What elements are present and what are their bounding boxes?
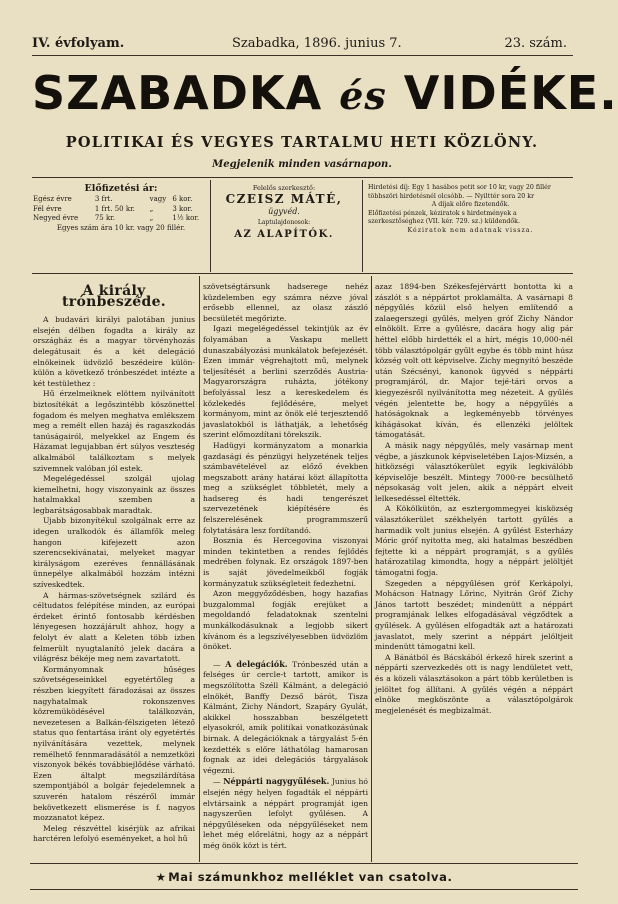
article-paragraph: azaz 1894-ben Székesfejérvártt bontotta ki a zászlót s a néppártot proklamálta. A vasárnapi 8 népgyűlés közül első helyen említendő a zalaegerszegi gyűlés, melyen gróf Zichy Nándor elnökölt. Erre a gyűlésre, dacára hogy alig pár héttel előbb hirdették el a hírt, mégis 10,000-nél több választópolgár gyűlt egybe és több mint húsz község volt ott képviselve. Zichy megnyitó beszéde után Szécsényi, kanonok ügyvéd s néppárti programjáról, dr. Major tejé-tári orvos a kiegyezésről nyilvánította meg nézeteit. A gyűlés végén jelentette be, hogy a népgyűlés a hatóságoknak a legkeményebb törvényes kihágásokat kíván, és ellenzéki jelöltek támogatását. xyxy=(375,282,573,440)
article-paragraph: Azon meggyőződésben, hogy hazafias buzgalommal fogják erejüket a megoldandó feladatoknak szentelni munkálkodásuknak a legjobb sikert kívánom és a legszívélyesebben üdvözlöm önöket. xyxy=(203,589,368,652)
issue-info-line xyxy=(32,36,567,54)
title-end: VIDÉKE. xyxy=(403,66,618,120)
news-item-title: Néppárti nagygyűlések. xyxy=(223,776,330,787)
issue-date: Szabadka, 1896. junius 7. xyxy=(232,36,402,51)
single-issue-price: Egyes szám ára 10 kr. vagy 20 fillér. xyxy=(56,224,186,233)
article-paragraph: Ujabb bizonyítékul szolgálnak erre az idegen uralkodók és államfők meleg hangon kifejezett azon szerencsekivánatai, melyeket magyar királyságom ezeréves fennállásának ünnepélye alkalmából hozzám intézni szíveskedtek. xyxy=(33,516,195,590)
news-item-title: A delegációk. xyxy=(225,658,288,669)
subscription-row xyxy=(33,214,209,223)
price-alt-cell: 3 kor. xyxy=(172,204,193,213)
article-column-3 xyxy=(375,282,573,860)
article-paragraph: Igazi megelégedéssel tekintjük az év folyamában a Vaskapu mellett dunaszabályozási munkálatok befejezését. Ezen immár végrehajtott mű, melynek teljesítését a berlini szerződés Austria-Magyarországra ruházta, jótékony befolyással lesz a kereskedelem és közlekedés fejlődésére, melyet kormányom, mint az önök elé terjesztendő javaslatokból is láthatják, a lehetőség szerint előmozdítani törekszik. xyxy=(203,324,368,440)
article-column-2 xyxy=(203,282,368,860)
or-cell: vagy xyxy=(149,195,167,204)
top-rule xyxy=(32,55,573,56)
header-box-divider xyxy=(362,180,363,272)
header-box-divider xyxy=(210,180,211,272)
footer-rule-top xyxy=(30,863,578,864)
ad-rate-line: A díjak előre fizetendők. xyxy=(431,201,510,209)
period-cell: Egész évre xyxy=(33,195,72,204)
publication-frequency: Megjelenik minden vasárnapon. xyxy=(212,159,392,170)
subscription-row xyxy=(33,195,209,204)
news-item: — A delegációk. Trónbeszéd után a felséges úr cercle-t tartott, amikor is megszólította Széll Kálmánt, a delegáció elnökét, Banffy Dezső bárót, Tisza Kálmánt, Zichy Nándort, Szapáry Gyulát, akikkel hosszabban beszélgetett elyasokról, amik politikai vonatkozásúnak birnak. A delegációknak a tárgyalást 5-én kezdették s előre láthatólag hamarosan fognak az idei delegációs tárgyalások végezni. xyxy=(203,658,369,775)
advertising-box xyxy=(368,184,573,268)
editor-label: Felelős szerkesztő: xyxy=(252,184,316,192)
article-paragraph: Szegeden a népgyűlésen gróf Kerkápolyi, Mohácson Hatnagy Lőrinc, Nyitrán Gróf Zichy János tartott beszédet; mindenütt a néppárt programjának lelkes elfogadásával végződtek a gyűlések. A gyűlésen elfogadták azt a határozati javaslatot, mely szerint a néppárt jelöltjeit mindenütt támogatni kell. xyxy=(375,578,573,652)
or-cell: „ xyxy=(149,213,154,222)
subscription-box xyxy=(33,184,209,242)
article-paragraph: Bosznia és Hercegovina viszonyai minden tekintetben a rendes fejlődés medrében folynak. Ez országok 1897-ben is saját jövedelmeikből fogják kormányzatuk szükségleteit fedezhetni. xyxy=(203,536,368,588)
article-paragraph: A Kökölkütön, az esztergommegyei kisközség választókerület székhelyén tartott gyűlés a harmadik volt junius elsején. A gyűlést Esterházy Móric gróf nyitotta meg, aki hatalmas beszédben fejtette ki a néppárt programját, s a gyűlés határozatilag kimondta, hogy a néppárt jelöltjét támogatni fogja. xyxy=(375,504,573,578)
news-item-text: Trónbeszéd után a felséges úr cercle-t tartott, amikor is megszólította Széll Kálmánt, a delegáció elnökét, Banffy Dezső bárót, Tisza Kálmánt, Zichy Nándort, Szapáry Gyulát, akikkel hosszabban beszélgetett elyasokról, amik politikai vonatkozásúnak birnak. A delegációknak a tárgyalást 5-én kezdették s előre láthatólag hamarosan fognak az idei delegációs tárgyalások végezni. xyxy=(203,659,369,775)
article-paragraph: Kormányomnak hűséges szövetségeseinkkel egyetértőleg a részben kiegyített fáradozásai az összes nagyhatalmak rokonszenves közremüködésével találkozván, nevezetesen a Balkán-félszigeten létező status quo fentartása iránt oly egyetértés nyilvánítására vezettek, melynek remélhető fennmaradásától a nemzetközi viszonyok békés továbbiejlődése várható. Ezen általpt megszilárdítása szempontjából a bolgár fejedelemnek a szuverén hatalom részéről immár bekövetkezett elismerése is f. nagyos mozzanatot képez. xyxy=(33,664,195,823)
subscription-table xyxy=(33,195,209,223)
article-paragraph: Megelégedéssel szolgál ujolag kiemelhetni, hogy viszonyaink az összes hatalmakkal szemben a legbarátságosabbak maradtak. xyxy=(33,474,195,515)
ad-rate-line: Kéziratok nem adatnak vissza. xyxy=(407,226,534,234)
period-cell: Negyed évre xyxy=(33,213,79,222)
price-cell: 1 frt. 50 kr. xyxy=(94,204,135,213)
article-paragraph: A Bánátból és Bácskából érkező hírek szerint a néppárti szervezkedés ott is nagy lendületet vett, és a közeli választásokon a párt több kerületben is jelöltet fog állítani. A gyűlés végén a néppárt elnöke megköszönte a választópolgárok megjelenését és megbizalmát. xyxy=(375,652,573,715)
editor-box xyxy=(215,184,353,268)
price-cell: 3 frt. xyxy=(94,195,113,204)
ad-rate-line: Előfizetési pénzek, kéziratok s hirdetmények a szerkesztőséghez (VII. kér. 729. sz.) küldendők. xyxy=(368,209,521,226)
column-divider xyxy=(371,276,372,862)
issue-number: 23. szám. xyxy=(504,36,567,51)
editor-profession: ügyvéd. xyxy=(268,206,300,216)
article-paragraph: A hármas-szövetségnek szilárd és céltudatos felépítése minden, az európai érdeket érintő fontosabb kérdésben lényegesen hozzájárult ahhoz, hogy a felolyt év alatt a Keleten több izben felmerült nyugtalanító jelek dacára a világrész békéje meg nem zavartatott. xyxy=(33,590,195,664)
title-main: SZABADKA xyxy=(32,66,323,120)
header-bottom-rule xyxy=(32,273,573,274)
masthead-rule xyxy=(32,177,573,178)
article-paragraph: Hadügyi kormányzatom a monarkia gazdasági és pénzügyi helyzetének teljes számbavételével az előző években megszabott arány határai közt állapította meg a szükséglet többletét, mely a hadsereg és hadi tengerészet szervezetének kiépítésére és felszerelésének programmszerű folytatására lesz fordítandó. xyxy=(203,440,368,535)
subscription-row xyxy=(33,205,209,214)
column-divider xyxy=(199,276,200,862)
owners-label: Laptulajdonosok: xyxy=(257,218,311,226)
masthead-title xyxy=(32,58,618,128)
article-paragraph: Hű érzelmeiknek elöttem nyilvánított biztosítékát a legőszintébb köszönettel fogadom és melyen meghatva emlékszem meg a remélt ellen hazáj és ragaszkodás tanúságairól, melyekkel az Engem és Házamat legujabban ért súlyos veszteség alkalmából találkoztam s melyek szivemnek valóban jól estek. xyxy=(33,389,195,473)
star-icon: ★ xyxy=(155,870,167,884)
article-paragraph: A másik nagy népgyűlés, mely vasárnap ment végbe, a jászkunok képviseletében Lajos-Mizsén, a hitközségi választókerület egyik legkiválóbb képviselője beszélt. Mintegy 7000-re becsülhető népsokaság volt jelen, akik a néppárt elveit lelkesedéssel éltették. xyxy=(375,440,573,503)
period-cell: Fél évre xyxy=(33,204,62,213)
ad-rate-line: többszöri hirdetésnél olcsóbb. — Nyilttér sora 20 kr xyxy=(368,192,535,200)
owners-name: AZ ALAPÍTÓK. xyxy=(234,229,334,241)
editor-name: CZEISZ MÁTÉ, xyxy=(225,192,343,207)
supplement-text: Mai számunkhoz melléklet van csatolva. xyxy=(168,870,453,884)
footer-rule-bottom xyxy=(30,889,578,890)
article-column-1 xyxy=(33,282,195,860)
article-paragraph: szövetségtársunk hadserege nehéz küzdelemben egy számra nézve jóval erősebb ellennel, az olasz zászló becsületét megőrizte. xyxy=(203,282,368,323)
title-and: és xyxy=(339,73,387,118)
ad-rate-line: Hirdetési díj: Egy 1 hasábos petit sor 10 kr, vagy 20 fillér xyxy=(368,184,551,191)
subscription-heading: Előfizetési ár: xyxy=(84,183,158,194)
price-alt-cell: 6 kor. xyxy=(172,195,193,204)
price-cell: 75 kr. xyxy=(94,213,115,222)
news-item: — Néppárti nagygyűlések. Junius hó elsején négy helyen fogadták el néppárti elvtársaink a néppárt programját igen nagyszerűen lefolyt gyűlésen. A népgyűléseken oda népgyűléseket nem lehet még előrelátni, hogy az a néppárt még önök közt is tért. xyxy=(203,776,368,850)
volume-label: IV. évfolyam. xyxy=(32,36,125,51)
masthead-subtitle: POLITIKAI ÉS VEGYES TARTALMU HETI KÖZLÖNY. xyxy=(65,134,539,151)
article-paragraph: Meleg részvéttel kisérjük az afrikai harctéren lefolyó eseményeket, a hol hű xyxy=(33,823,195,844)
price-alt-cell: 1½ kor. xyxy=(172,213,200,222)
or-cell: „ xyxy=(149,204,154,213)
supplement-notice xyxy=(30,866,578,888)
news-item-text: Junius hó elsején négy helyen fogadták el néppárti elvtársaink a néppárt programját igen nagyszerűen lefolyt gyűlésen. A népgyűléseken oda népgyűléseket nem lehet még előrelátni, hogy az a néppárt még önök közt is tért. xyxy=(203,777,368,850)
article-paragraph: A budavári királyi palotában junius elsején délben fogadta a király az országház és a magyar törvényhozás delegátusait és a két delegáció elnökeinek üdvözlő beszédeire külön-külön a következő trónbeszédet intézte a két testülethez : xyxy=(33,315,195,388)
article-title: A király trónbeszéde. xyxy=(62,283,166,310)
